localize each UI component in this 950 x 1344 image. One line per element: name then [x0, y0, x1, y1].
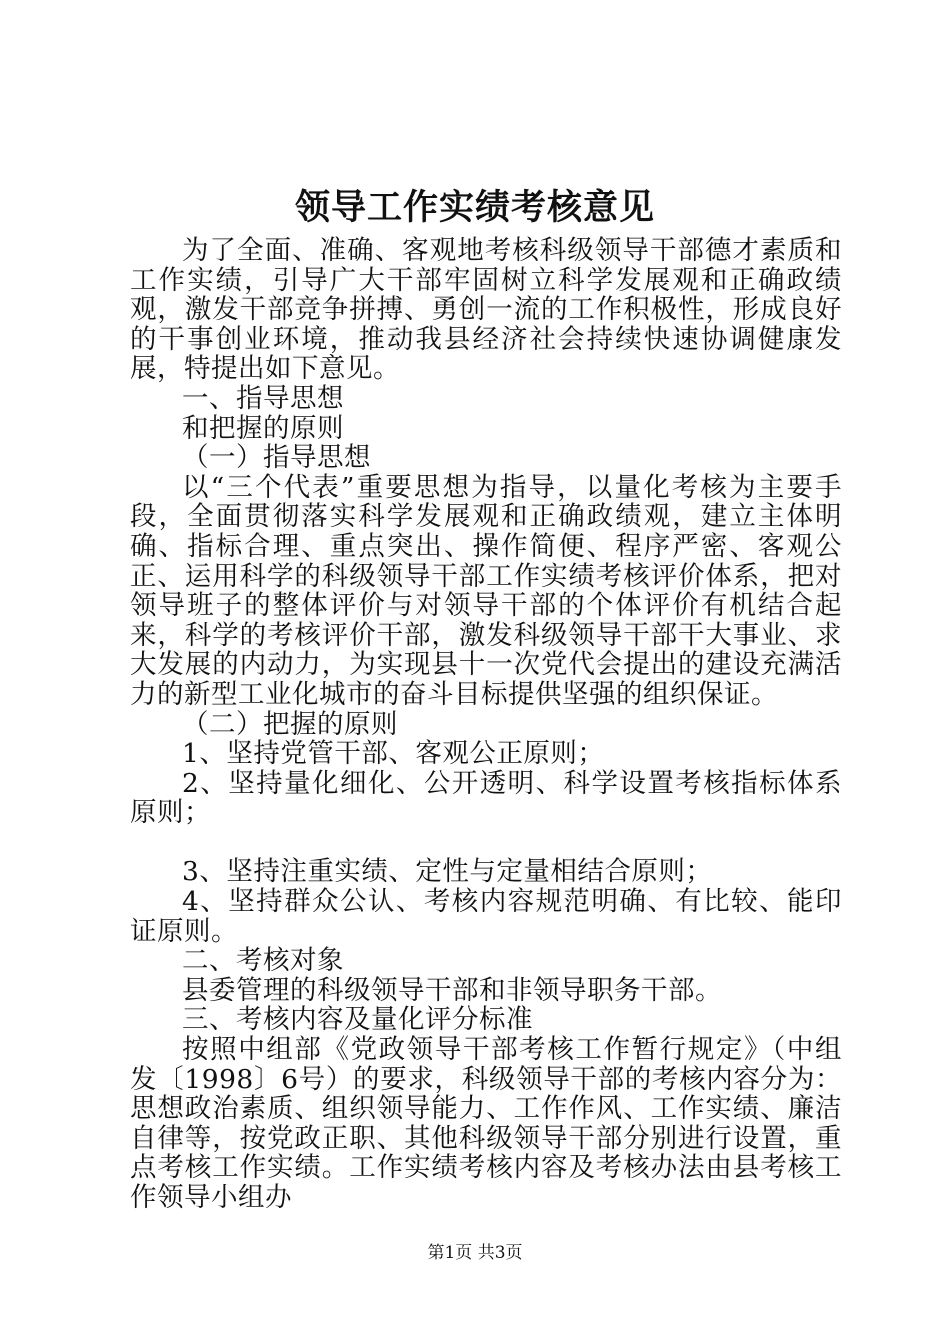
list-item: 3、坚持注重实绩、定性与定量相结合原则；: [182, 856, 713, 888]
section-heading: 二、考核对象: [182, 945, 344, 977]
document-body: [130, 236, 842, 1213]
page-footer: 第1页 共3页: [427, 1243, 523, 1263]
body-paragraph: 为了全面、准确、客观地考核科级领导干部德才素质和工作实绩，引导广大干部牢固树立科学发展观和正确政绩观，激发干部竞争拼搏、勇创一流的工作积极性，形成良好的干事创业环境，推动我县经济社会持续快速协调健康发展，特提出如下意见。: [130, 235, 842, 385]
section-heading: 三、考核内容及量化评分标准: [182, 1004, 533, 1036]
document-title: 领导工作实绩考核意见: [294, 187, 655, 228]
list-item: 2、坚持量化细化、公开透明、科学设置考核指标体系原则；: [130, 767, 842, 829]
body-paragraph: 以“三个代表”重要思想为指导，以量化考核为主要手段，全面贯彻落实科学发展观和正确政绩观，建立主体明确、指标合理、重点突出、操作简便、程序严密、客观公正、运用科学的科级领导干部工作实绩考核评价体系，把对领导班子的整体评价与对领导干部的个体评价有机结合起来，科学的考核评价干部，激发科级领导干部干大事业、求大发展的内动力，为实现县十一次党代会提出的建设充满活力的新型工业化城市的奋斗目标提供坚强的组织保证。: [130, 471, 842, 710]
list-item: 1、坚持党管干部、客观公正原则；: [182, 738, 605, 770]
body-paragraph: 按照中组部《党政领导干部考核工作暂行规定》（中组发〔1998〕6号）的要求，科级领导干部的考核内容分为：思想政治素质、组织领导能力、工作作风、工作实绩、廉洁自律等，按党政正职、其他科级领导干部分别进行设置，重点考核工作实绩。工作实绩考核内容及考核办法由县考核工作领导小组办: [130, 1034, 842, 1213]
subsection-heading: （一）指导思想: [182, 442, 371, 474]
section-heading: 一、指导思想: [182, 382, 344, 414]
spacer: [130, 828, 842, 858]
list-item: 4、坚持群众公认、考核内容规范明确、有比较、能印证原则。: [130, 886, 842, 947]
body-paragraph: 县委管理的科级领导干部和非领导职务干部。: [182, 974, 722, 1006]
subsection-heading: （二）把握的原则: [182, 708, 398, 740]
body-paragraph: 和把握的原则: [182, 412, 344, 444]
